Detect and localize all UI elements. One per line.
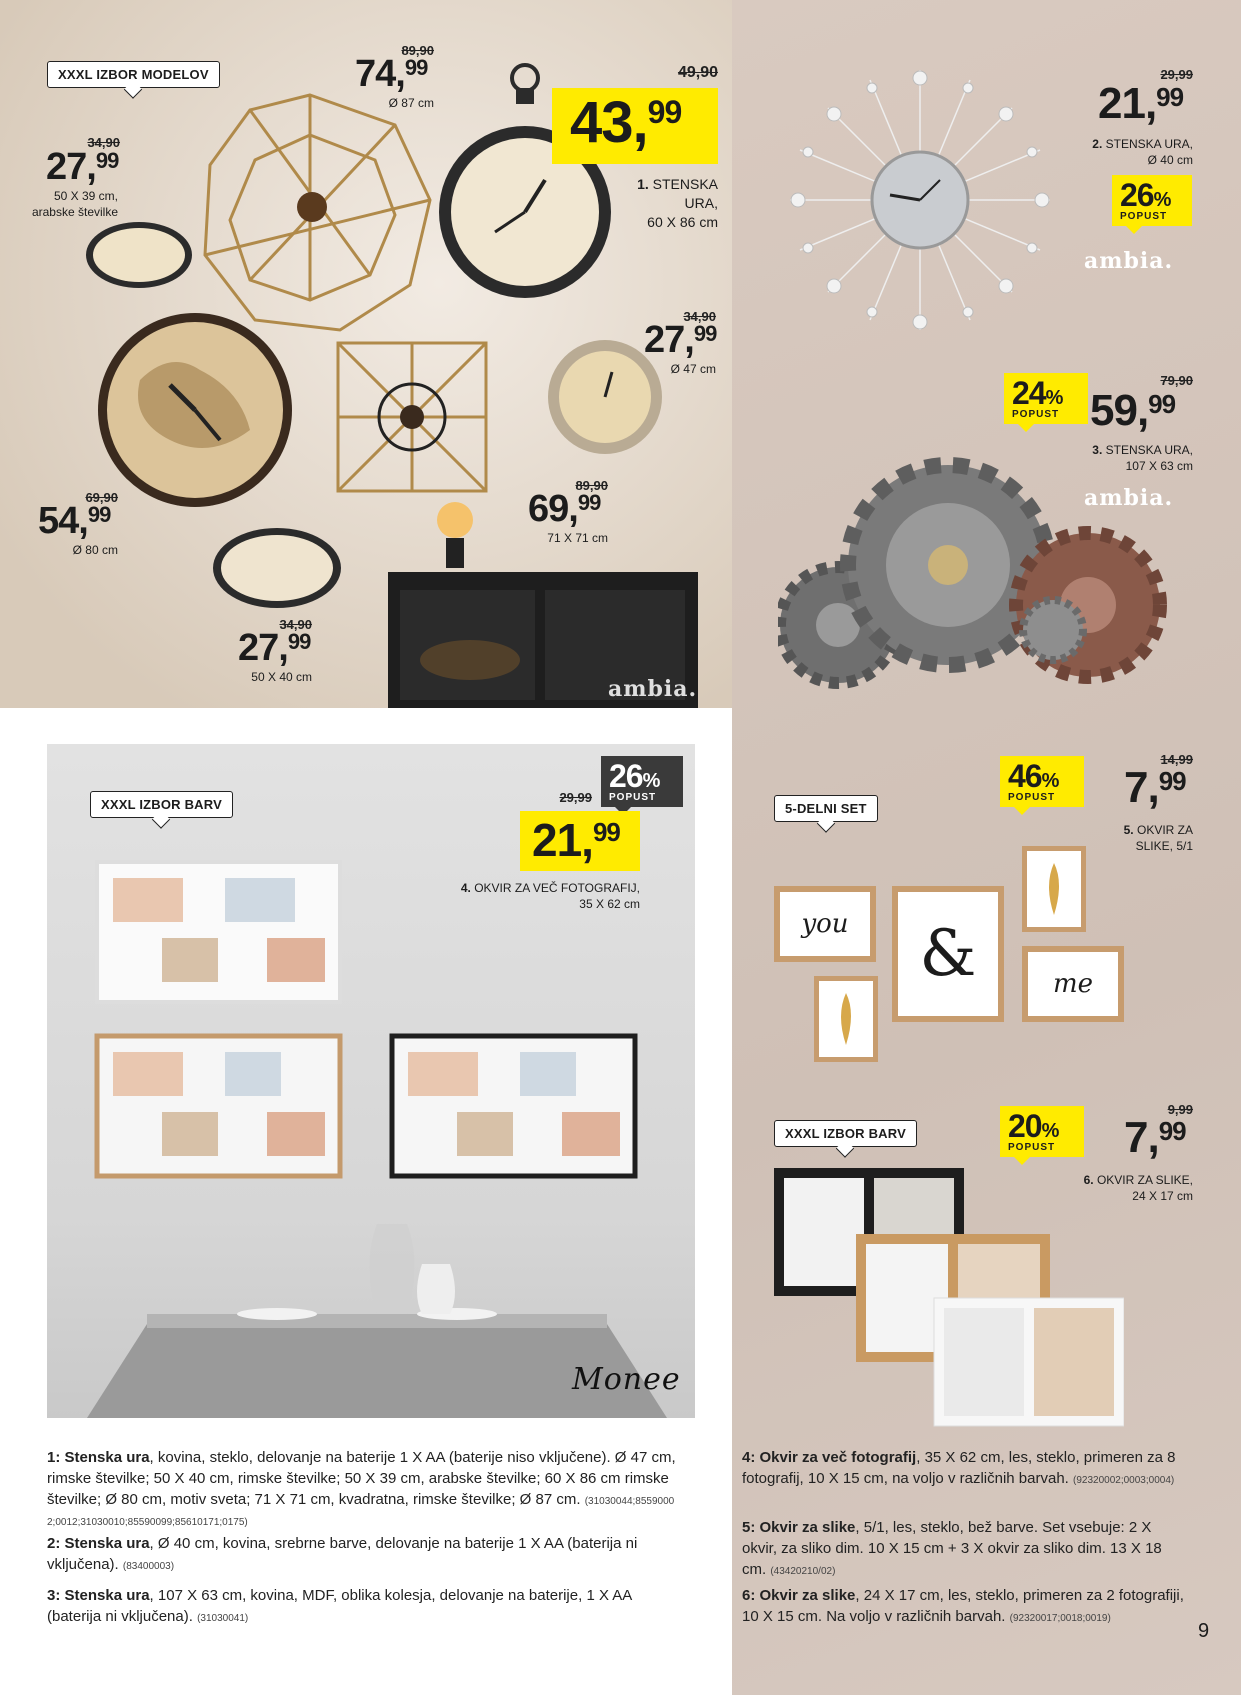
brand-logo-ambia: ambia. (608, 676, 698, 702)
square-clock-icon (338, 343, 486, 491)
desc-clock-1: 1. STENSKA URA, 60 X 86 cm (637, 176, 718, 230)
oval-clock-small-icon (86, 222, 192, 288)
old-price-clock-71: 89,90 (575, 478, 608, 493)
desc-product3: 3. STENSKA URA, 107 X 63 cm (1092, 443, 1193, 474)
tag-colors-2: XXXL IZBOR BARV (774, 1120, 917, 1147)
discount-badge-product3: 24% POPUST (1004, 373, 1088, 424)
tag-colors-1: XXXL IZBOR BARV (90, 791, 233, 818)
wood-frame-icon (97, 1036, 340, 1176)
discount-badge-product5: 46% POPUST (1000, 756, 1084, 807)
old-price-clock-50x40: 34,90 (279, 617, 312, 632)
old-price-clock-1: 49,90 (677, 64, 718, 81)
description-2: 2: Stenska ura, Ø 40 cm, kovina, srebrne barve, delovanje na baterije 1 X AA (baterija ni vključena). (83400003) (47, 1535, 638, 1573)
price-product2: 21,99 (1098, 79, 1184, 128)
black-frame-icon (392, 1036, 635, 1176)
price-clock-47: 27,99 (644, 319, 717, 361)
old-price: 34,90 (87, 135, 120, 150)
desc-clock-50x40: 50 X 40 cm (251, 670, 312, 684)
desc-product6: 6. OKVIR ZA SLIKE, 24 X 17 cm (1083, 1173, 1193, 1204)
desc-clock-47: Ø 47 cm (670, 362, 716, 376)
tag-set: 5-DELNI SET (774, 795, 878, 822)
tag-models: XXXL IZBOR MODELOV (47, 61, 220, 88)
price-clock-80: 54,99 (38, 500, 111, 542)
old-price-clock-47: 34,90 (683, 309, 716, 324)
description-3: 3: Stenska ura, 107 X 63 cm, kovina, MDF, oblika kolesja, delovanje na baterije, 1 X AA (baterija ni vključena). (31030041) (47, 1587, 632, 1625)
old-price-clock-80: 69,90 (85, 490, 118, 505)
old-price-clock-87: 89,90 (401, 43, 434, 58)
page-number: 9 (1198, 1620, 1210, 1642)
discount-badge-product4: 26% POPUST (601, 756, 683, 807)
price-clock-87: 74,99 (355, 53, 428, 95)
old-price-product3: 79,90 (1160, 373, 1193, 388)
desc-clock-50x39: 50 X 39 cm, arabske številke (31, 189, 118, 220)
description-5: 5: Okvir za slike, 5/1, les, steklo, bež barve. Set vsebuje: 2 X okvir, za sliko dim. 10 X 15 cm + 3 X okvir za sliko dim. 13 X 18 cm. (43420210/02) (742, 1519, 1162, 1578)
desc-product5: 5. OKVIR ZA SLIKE, 5/1 (1123, 823, 1193, 854)
old-price-product6: 9,99 (1167, 1102, 1193, 1117)
price-clock-71: 69,99 (528, 488, 601, 530)
description-4: 4: Okvir za več fotografij, 35 X 62 cm, les, steklo, primeren za 8 fotografij, 10 X 15 cm, na voljo v različnih barvah. (92320002;0003;0004) (742, 1449, 1176, 1487)
frame-ampersand: & (892, 886, 1004, 1022)
sunburst-clock-icon (790, 70, 1050, 330)
white-frame-icon (97, 862, 340, 1002)
price-clock-1: 43,99 (552, 88, 718, 164)
brand-logo-ambia-product2: ambia. (1084, 248, 1174, 274)
frame-you: you (774, 886, 876, 962)
desc-clock-71: 71 X 71 cm (547, 531, 608, 545)
description-1: 1: Stenska ura, kovina, steklo, delovanje na baterije 1 X AA (baterije niso vključene). Ø 47 cm, rimske številke; 50 X 40 cm, rimske številke; 50 X 39 cm, arabske številke; 60 X 86 cm rimske številke; Ø 80 cm, motiv sveta; 71 X 71 cm, kvadratna, rimske številke; Ø 87 cm. (31030044;8559000 2;0012;31030010;85590099;85610171;0175) (47, 1449, 676, 1528)
old-price-product5: 14,99 (1160, 752, 1193, 767)
description-6: 6: Okvir za slike, 24 X 17 cm, les, steklo, primeren za 2 fotografiji, 10 X 15 cm. Na voljo v različnih barvah. (92320017;0018;0019) (742, 1587, 1184, 1625)
feather-icon (819, 981, 873, 1057)
discount-badge-product2: 26% POPUST (1112, 175, 1192, 226)
desc-product4: 4. OKVIR ZA VEČ FOTOGRAFIJ, 35 X 62 cm (460, 881, 640, 912)
frame-feather-1 (1022, 846, 1086, 932)
frame-feather-2 (814, 976, 878, 1062)
price-clock-50x39: 27,99 (46, 146, 119, 188)
price-product3: 59,99 (1090, 386, 1176, 435)
double-frames-icon (774, 1168, 1124, 1428)
desc-product2: 2. STENSKA URA, Ø 40 cm (1092, 137, 1193, 168)
brand-logo-ambia-product3: ambia. (1084, 485, 1174, 511)
old-price-product4: 29,99 (559, 790, 592, 805)
price-product4: 21,99 (520, 811, 640, 871)
discount-badge-product6: 20% POPUST (1000, 1106, 1084, 1157)
price-product6: 7,99 (1124, 1113, 1186, 1162)
old-price-product2: 29,99 (1160, 67, 1193, 82)
price-product5: 7,99 (1124, 763, 1186, 812)
desc-clock-87: Ø 87 cm (388, 96, 434, 110)
price-clock-50x40: 27,99 (238, 627, 311, 669)
world-map-clock-icon (98, 313, 292, 507)
frame-me: me (1022, 946, 1124, 1022)
oval-clock-bottom-icon (213, 528, 341, 608)
feather-icon (1027, 851, 1081, 927)
gear-clock-icon (778, 455, 1173, 695)
desc-clock-80: Ø 80 cm (72, 543, 118, 557)
brand-logo-monee: Monee (572, 1362, 681, 1397)
